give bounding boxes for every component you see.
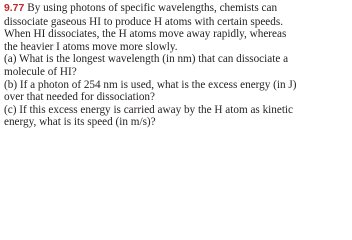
problem-line-1-text: By using photons of specific wavelengths, chemists can [27,2,278,14]
question-b-line-1: (b) If a photon of 254 nm is used, what is the excess energy (in J) [4,78,297,91]
problem-number: 9.77 [4,3,25,14]
problem-line-4: the heavier I atoms move more slowly. [4,40,178,53]
question-c-line-2: energy, what is its speed (in m/s)? [4,116,156,129]
problem-line-3: When HI dissociates, the H atoms move away rapidly, whereas [4,28,287,41]
question-a-line-1: (a) What is the longest wavelength (in nm) that can dissociate a [4,53,289,66]
problem-line-2: dissociate gaseous HI to produce H atoms with certain speeds. [4,15,283,28]
question-b-line-2: over that needed for dissociation? [4,91,155,104]
question-a-line-2: molecule of HI? [4,65,77,78]
problem-line-1 [4,2,350,16]
question-c-line-1: (c) If this excess energy is carried away by the H atom as kinetic [4,103,294,116]
problem-block [4,2,350,129]
